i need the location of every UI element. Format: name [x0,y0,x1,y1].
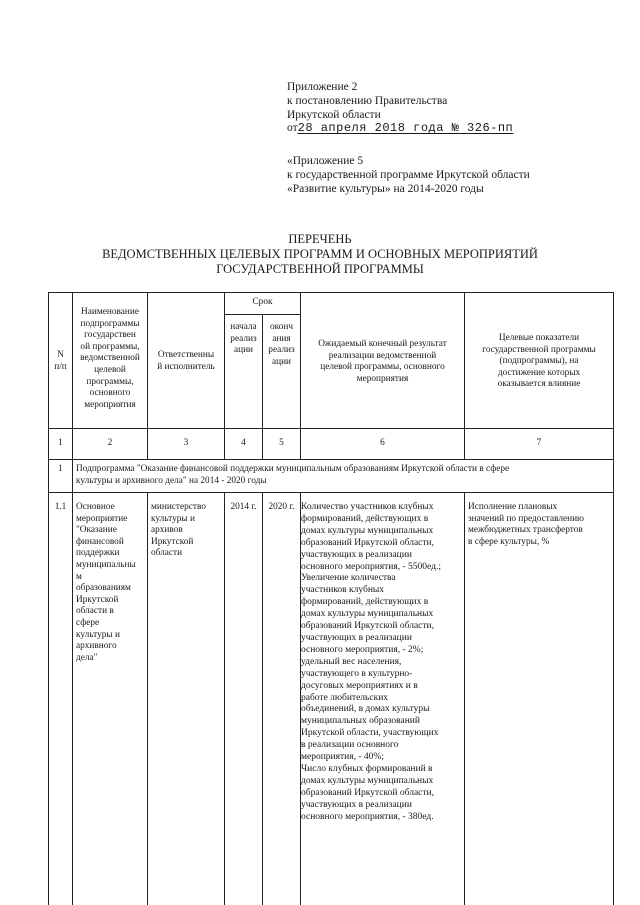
header-text: оказывается влияние [497,379,581,390]
result-line: образований Иркутской области, [301,787,434,798]
appendix-line: к государственной программе Иркутской области [287,169,530,181]
row-name-text: культуры и [76,629,120,640]
result-line: работе любительских [301,692,389,703]
appendix-line: «Развитие культуры» на 2014-2020 годы [287,183,484,195]
header-result [301,339,464,385]
row-num: 1.1 [54,502,67,512]
result-line: участвующих в реализации [301,799,412,810]
result-line: муниципальных образований [301,716,420,727]
header-text: государствен [84,330,136,341]
result-line: участвующих в реализации [301,632,412,643]
header-text: мероприятия [356,373,409,384]
row-name-text: области в [76,606,114,617]
title-line: ГОСУДАРСТВЕННОЙ ПРОГРАММЫ [216,262,424,276]
result-line: участвующего в культурно- [301,668,413,679]
header-text: ации [233,345,254,356]
header-text: Срок [252,297,273,307]
result-line: домах культуры муниципальных [301,775,434,786]
header-text: мероприятия [84,399,136,410]
column-number: 7 [536,438,542,448]
column-number: 2 [107,438,113,448]
row-name-text: Основное [76,502,115,512]
header-text: Ответственны [157,350,215,360]
header-text: основного [89,388,131,399]
appendix-line: «Приложение 5 [287,155,364,167]
indicator-line: межбюджетных трансфертов [468,525,583,536]
header-text: ации [271,356,292,367]
row-executor-text: архивов [151,525,183,536]
result-line: образований Иркутской области, [301,537,434,548]
subprogram-title [76,464,611,487]
subprogram-num: 1 [58,464,63,474]
result-line: формирований, действующих в [301,597,429,608]
appendix-line: Приложение 2 [287,81,358,93]
row-executor-text: Иркутской [151,536,194,547]
result-line: участвующих в реализации [301,549,412,560]
header-text: программы, [86,376,134,387]
decree-date-line [287,121,587,135]
header-indicators [465,333,613,391]
header-text: государственной программы [482,344,596,355]
header-start [225,322,262,357]
header-text: подпрограммы [80,318,140,329]
header-text: й исполнитель [157,361,215,372]
header-text: Ожидаемый конечный результат [318,339,447,349]
header-text: ания [272,333,291,344]
header-term [225,297,300,309]
row-executor-text: культуры и [151,513,195,524]
title-line: ВЕДОМСТВЕННЫХ ЦЕЛЕВЫХ ПРОГРАММ И ОСНОВНЫХ МЕРОПРИЯТИЙ [102,247,538,261]
row-target-indicators [468,502,612,548]
row-name-text: м [76,571,82,582]
header-text: реализации ведомственной [328,350,437,361]
result-line: основного мероприятия, - 5500ед.; [301,561,441,572]
row-name-text: Иркутской [76,594,119,605]
header-text: ведомственной [80,353,140,364]
row-name-text: "Оказание [76,525,117,536]
header-name [73,307,147,411]
result-line: домах культуры муниципальных [301,525,434,536]
result-line: образований Иркутской области, [301,621,434,632]
result-line: Иркутской области, участвующих [301,728,439,739]
result-line: досуговых мероприятиях и в [301,680,418,691]
appendix-line: к постановлению Правительства [287,95,448,107]
result-line: удельный вес населения, [301,656,402,667]
result-line: в реализации основного [301,740,399,751]
row-end-year: 2020 г. [268,502,295,512]
row-name-text: сфере [76,617,100,628]
appendix-header [287,80,587,135]
header-text: целевой программы, основного [320,362,445,373]
row-executor-text: области [151,548,183,559]
document-title [20,232,620,277]
result-line: основного мероприятия, - 2%; [301,644,424,655]
result-line: Число клубных формирований в [301,763,433,774]
appendix-line: Иркутской области [287,109,381,121]
header-text: начала [230,322,257,332]
result-line: мероприятия, - 40%; [301,752,384,763]
result-line: Количество участников клубных [301,502,434,512]
row-name-text: поддержки [76,548,120,559]
header-text: достижение которых [497,367,581,378]
header-executor [148,350,224,373]
result-line: участников клубных [301,585,385,596]
row-expected-result [301,502,461,823]
header-text: ой программы, [80,341,140,352]
row-start-year: 2014 г. [230,502,257,512]
header-text: целевой [94,364,126,375]
header-num [49,350,72,373]
subprogram-text: Подпрограмма "Оказание финансовой поддержки муниципальным образованиям Иркутской области в сфере [76,464,510,474]
decree-date-number: 28 апреля 2018 года № 326-пп [297,121,514,135]
header-text: Наименование [81,307,139,317]
result-line: объединений, в домах культуры [301,704,430,715]
appendix-5-header [287,154,607,196]
column-number: 4 [241,438,246,448]
header-text: (подпрограммы), на [499,356,579,367]
title-line: ПЕРЕЧЕНЬ [288,232,352,246]
header-text: п/п [54,361,67,372]
indicator-line: значений по предоставлению [468,513,584,524]
row-name-text: мероприятие [76,513,128,524]
header-text: оконч [270,322,293,332]
column-number: 3 [183,438,189,448]
column-number: 5 [279,438,284,448]
result-line: Увеличение количества [301,573,396,584]
indicator-line: Исполнение плановых [468,502,558,512]
row-name-text: образованиям [76,583,131,594]
indicator-line: в сфере культуры, % [468,536,550,547]
result-line: формирований, действующих в [301,513,429,524]
row-name [76,502,146,664]
header-text: Целевые показатели [498,333,580,343]
column-number: 1 [58,438,63,448]
row-name-text: муниципальны [76,559,136,570]
row-executor [151,502,223,560]
header-end [263,322,300,368]
column-number: 6 [380,438,385,448]
row-name-text: дела" [76,652,98,663]
subprogram-text: культуры и архивного дела" на 2014 - 2020 годы [76,475,267,486]
row-name-text: архивного [76,641,117,652]
result-line: домах культуры муниципальных [301,609,434,620]
row-executor-text: министерство [151,502,206,512]
header-text: реализ [268,345,295,356]
decree-from-prefix: от [287,122,298,134]
row-name-text: финансовой [76,536,124,547]
result-line: основного мероприятия, - 380ед. [301,811,434,822]
header-text: N [57,350,64,360]
header-text: реализ [230,333,257,344]
